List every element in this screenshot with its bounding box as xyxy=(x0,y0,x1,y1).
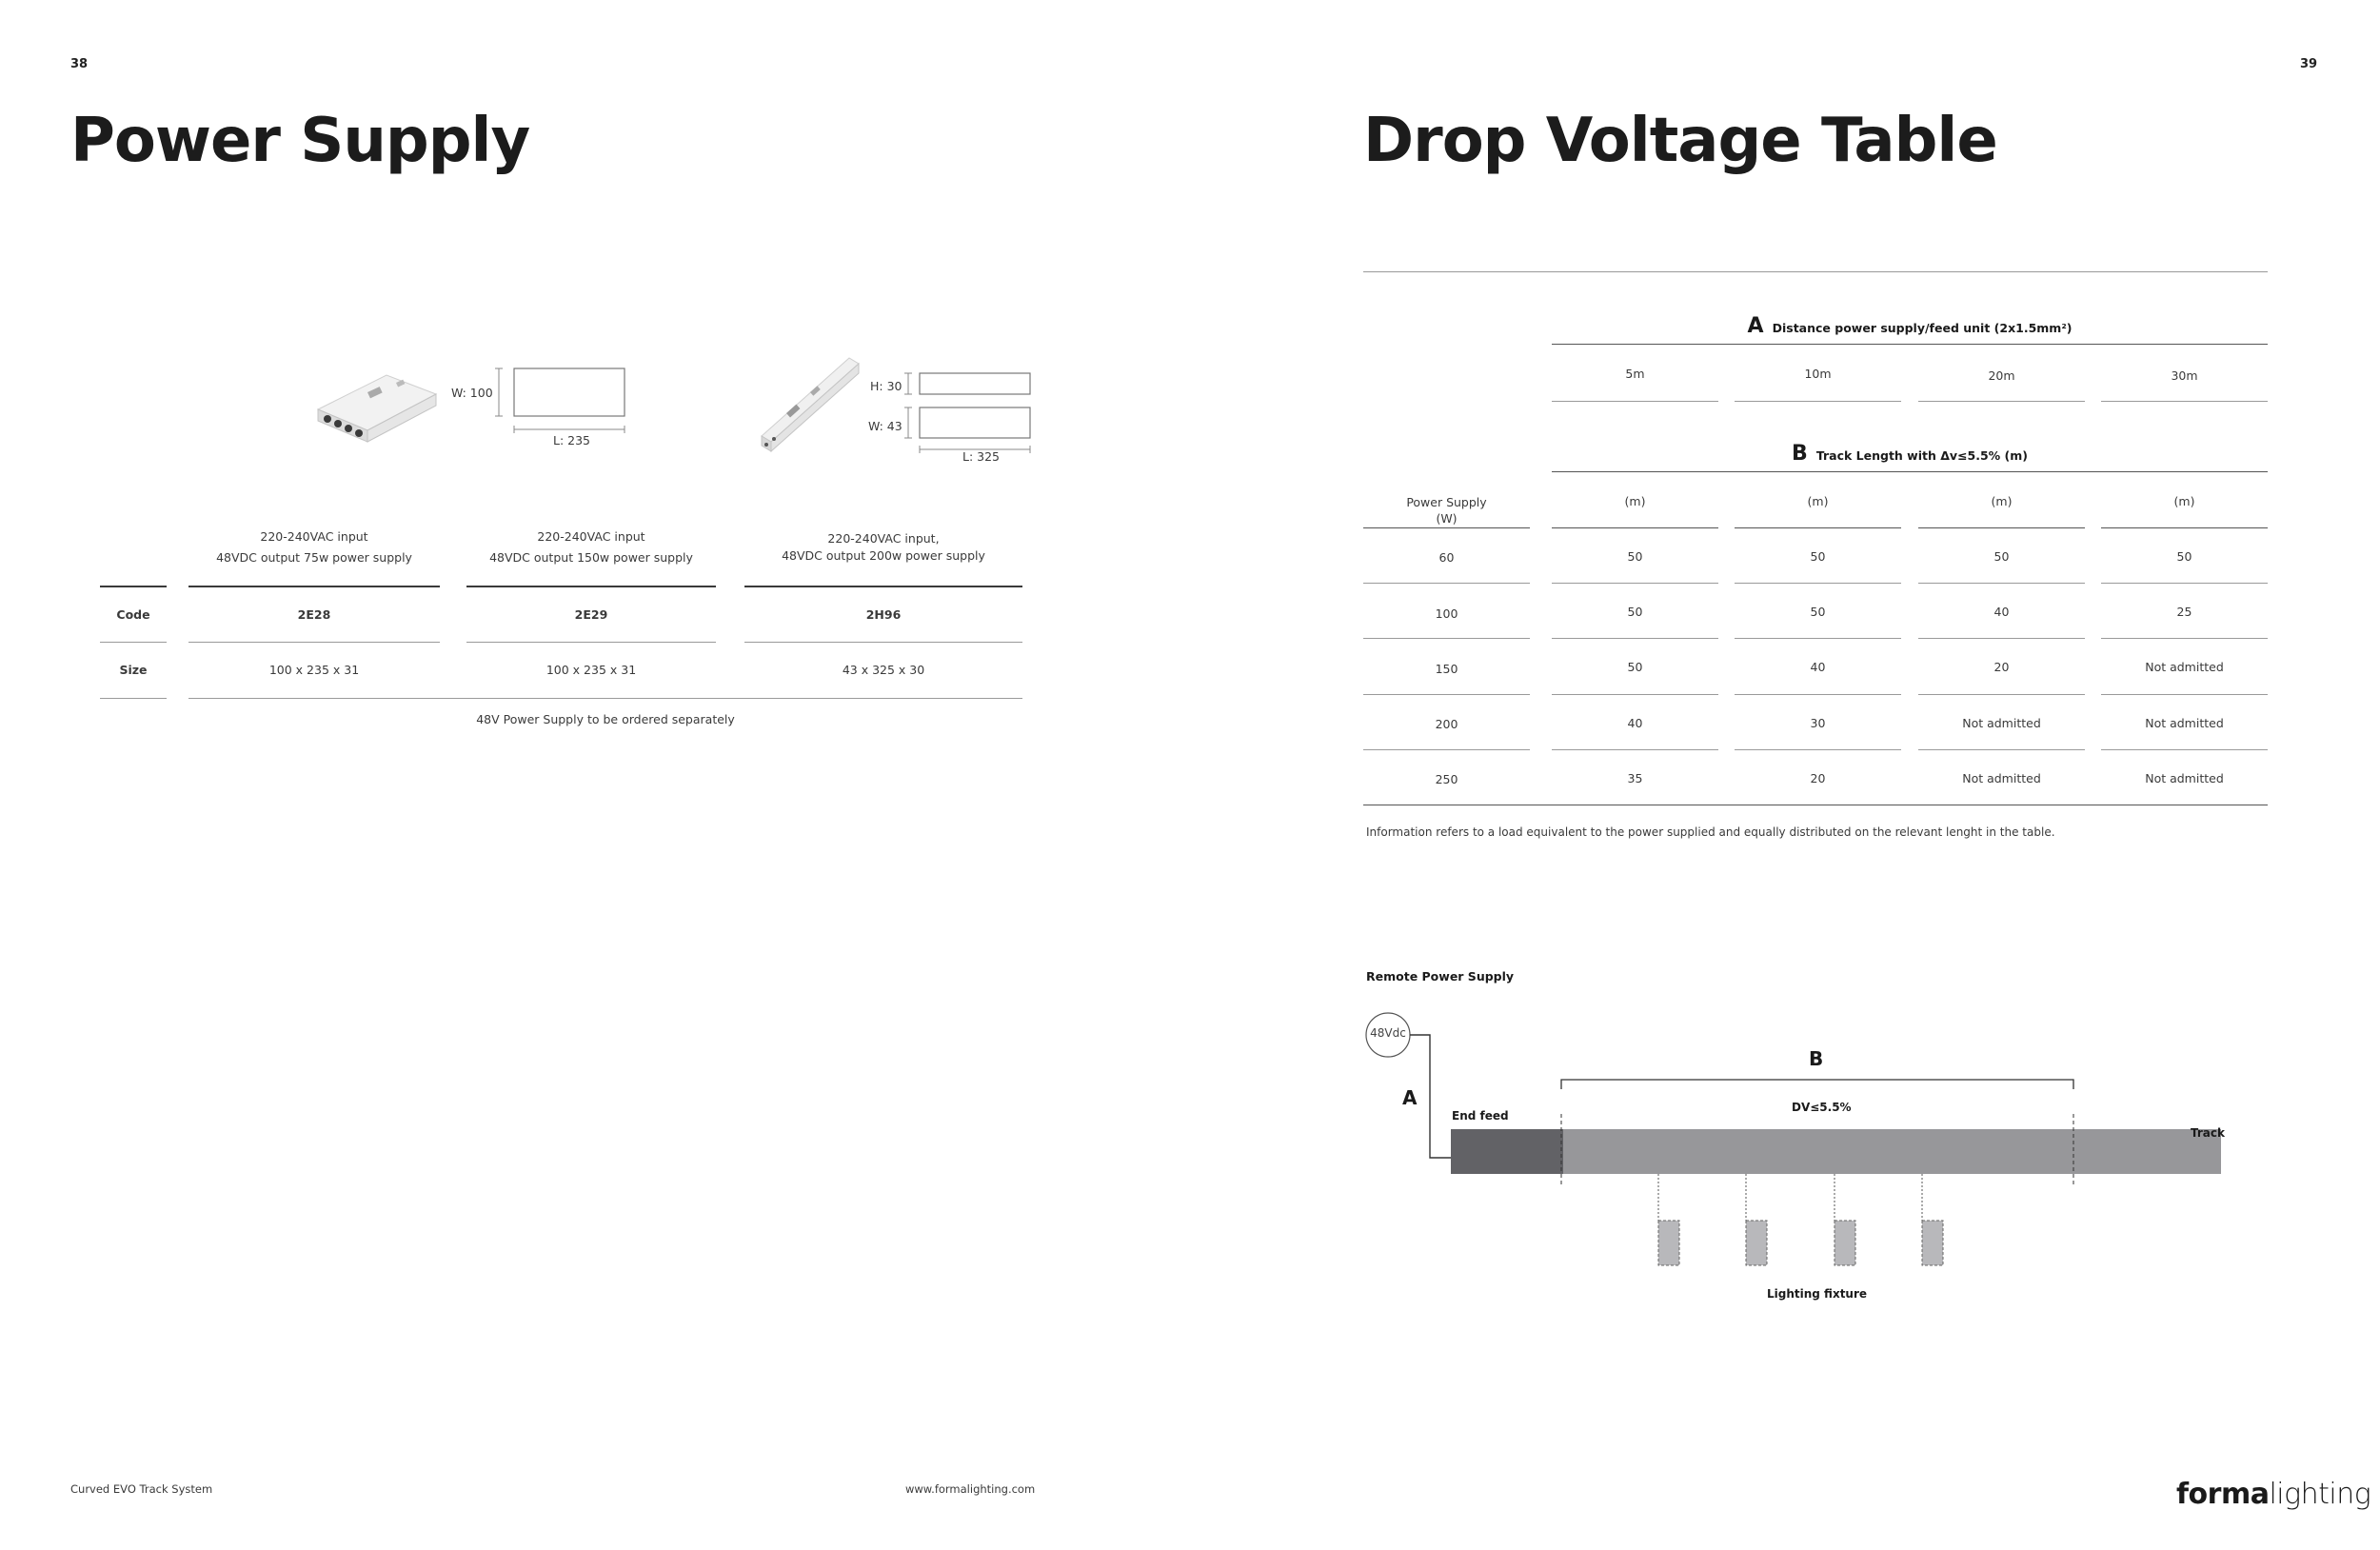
unit-header: (m) xyxy=(1991,494,2013,508)
row-60-10m: 50 xyxy=(1810,549,1826,564)
row-250-30m: Not admitted xyxy=(2145,771,2224,785)
table-rule xyxy=(1735,583,1901,584)
table-rule xyxy=(1735,694,1901,695)
dim-height-label: H: 30 xyxy=(870,379,902,393)
row-60-30m: 50 xyxy=(2176,549,2192,564)
distance-20m: 20m xyxy=(1988,368,2015,383)
dim-length-label: L: 235 xyxy=(553,433,591,447)
page-title-power-supply: Power Supply xyxy=(70,106,530,176)
table-rule xyxy=(1735,749,1901,750)
table-a-letter: A xyxy=(1747,314,1764,338)
table-rule xyxy=(2101,694,2268,695)
product-2-desc-line2: 48VDC output 150w power supply xyxy=(489,550,693,565)
voltage-label: 48Vdc xyxy=(1370,1026,1406,1040)
distance-5m: 5m xyxy=(1625,367,1645,381)
row-60-5m: 50 xyxy=(1627,549,1643,564)
page-number-left: 38 xyxy=(70,57,89,71)
row-150-20m: 20 xyxy=(1993,660,2010,674)
table-rule xyxy=(1918,527,2085,528)
order-note: 48V Power Supply to be ordered separately xyxy=(476,712,735,726)
table-rule xyxy=(188,642,440,643)
lighting-fixture-label: Lighting fixture xyxy=(1767,1287,1868,1301)
table-rule xyxy=(1735,638,1901,639)
diagram-label-b: B xyxy=(1809,1047,1824,1070)
table-rule xyxy=(1918,638,2085,639)
logo-light-part: lighting xyxy=(2269,1478,2371,1511)
row-100-watts: 100 xyxy=(1435,606,1458,621)
track-label: Track xyxy=(2191,1126,2225,1140)
product-2-size: 100 x 235 x 31 xyxy=(545,663,637,677)
product-3-desc-line2: 48VDC output 200w power supply xyxy=(782,548,985,563)
power-supply-200w-image xyxy=(758,354,863,459)
unit-header: (m) xyxy=(1807,494,1829,508)
section-divider xyxy=(1363,271,2268,272)
power-supply-75w-image xyxy=(310,354,444,449)
product-3-size: 43 x 325 x 30 xyxy=(842,663,925,677)
footer-website-link[interactable]: www.formalighting.com xyxy=(905,1482,1036,1496)
diagram-title: Remote Power Supply xyxy=(1366,969,1515,984)
unit-header: (m) xyxy=(1624,494,1646,508)
table-info-note: Information refers to a load equivalent to the power supplied and equally distributed on the relevant lenght in the table. xyxy=(1366,825,2055,839)
row-100-10m: 50 xyxy=(1810,605,1826,619)
table-rule xyxy=(744,586,1022,587)
lighting-fixtures xyxy=(1658,1174,1943,1265)
table-rule xyxy=(1735,527,1901,528)
lighting-fixture xyxy=(1746,1221,1767,1265)
lighting-fixture xyxy=(1835,1221,1855,1265)
dim-width-label-2: W: 43 xyxy=(868,419,902,433)
table-rule xyxy=(1363,527,1530,528)
diagram-label-a: A xyxy=(1402,1086,1418,1109)
row-60-20m: 50 xyxy=(1993,549,2010,564)
table-rule xyxy=(1918,583,2085,584)
page-number-right: 39 xyxy=(2300,57,2318,71)
row-label-code: Code xyxy=(116,607,150,622)
row-200-30m: Not admitted xyxy=(2145,716,2224,730)
table-b-header xyxy=(1552,442,2268,466)
row-250-20m: Not admitted xyxy=(1962,771,2041,785)
footer-doc-title: Curved EVO Track System xyxy=(70,1482,213,1496)
table-rule xyxy=(1552,344,2268,345)
product-2-code: 2E29 xyxy=(574,607,608,622)
end-feed-block xyxy=(1451,1129,1563,1174)
lighting-fixture xyxy=(1922,1221,1943,1265)
table-rule xyxy=(1363,694,1530,695)
distance-30m: 30m xyxy=(2171,368,2198,383)
distance-10m: 10m xyxy=(1804,367,1832,381)
remote-power-supply-diagram xyxy=(1352,1000,2247,1314)
page-title-drop-voltage: Drop Voltage Table xyxy=(1363,106,1997,176)
row-250-watts: 250 xyxy=(1435,772,1458,786)
row-100-5m: 50 xyxy=(1627,605,1643,619)
product-1-desc-line1: 220-240VAC input xyxy=(260,529,368,544)
table-b-caption: Track Length with Δv≤5.5% (m) xyxy=(1815,448,2029,463)
table-rule xyxy=(188,586,440,587)
b-bracket xyxy=(1561,1080,2073,1089)
table-rule xyxy=(1918,401,2085,402)
table-rule xyxy=(2101,401,2268,402)
product-3-code: 2H96 xyxy=(865,607,902,622)
lighting-fixture xyxy=(1658,1221,1679,1265)
row-250-10m: 20 xyxy=(1810,771,1826,785)
dim-width-label: W: 100 xyxy=(451,386,493,400)
end-feed-label: End feed xyxy=(1452,1109,1509,1123)
table-rule xyxy=(100,698,167,699)
row-100-30m: 25 xyxy=(2176,605,2192,619)
table-rule xyxy=(1363,583,1530,584)
track-bar xyxy=(1563,1129,2221,1174)
table-rule xyxy=(1735,401,1901,402)
dv-label: DV≤5.5% xyxy=(1792,1101,1852,1114)
row-60-watts: 60 xyxy=(1438,550,1455,565)
table-rule xyxy=(1363,638,1530,639)
table-rule xyxy=(188,698,1022,699)
table-rule xyxy=(1552,638,1718,639)
row-200-5m: 40 xyxy=(1627,716,1643,730)
product-1-size: 100 x 235 x 31 xyxy=(268,663,360,677)
forma-lighting-logo xyxy=(2176,1478,2370,1511)
row-100-20m: 40 xyxy=(1993,605,2010,619)
product-3-desc-line1: 220-240VAC input, xyxy=(827,531,940,546)
table-a-header xyxy=(1552,314,2268,338)
product-2-desc-line1: 220-240VAC input xyxy=(537,529,645,544)
table-rule xyxy=(100,586,167,587)
product-1-desc-line2: 48VDC output 75w power supply xyxy=(216,550,412,565)
row-150-10m: 40 xyxy=(1810,660,1826,674)
table-rule xyxy=(1552,471,2268,472)
table-rule xyxy=(1552,583,1718,584)
row-200-20m: Not admitted xyxy=(1962,716,2041,730)
power-supply-header-line1: Power Supply xyxy=(1406,495,1487,509)
dim-length-label-2: L: 325 xyxy=(962,449,1001,464)
row-150-5m: 50 xyxy=(1627,660,1643,674)
table-rule xyxy=(466,586,716,587)
table-rule xyxy=(1552,527,1718,528)
table-rule xyxy=(744,642,1022,643)
table-rule xyxy=(1363,749,1530,750)
table-rule xyxy=(2101,749,2268,750)
table-rule xyxy=(2101,638,2268,639)
power-supply-header-line2: (W) xyxy=(1436,511,1458,526)
table-rule xyxy=(2101,583,2268,584)
table-a-caption: Distance power supply/feed unit (2x1.5mm²) xyxy=(1772,321,2073,335)
row-250-5m: 35 xyxy=(1627,771,1643,785)
row-200-watts: 200 xyxy=(1435,717,1458,731)
row-150-watts: 150 xyxy=(1435,662,1458,676)
table-rule xyxy=(1918,749,2085,750)
logo-bold-part: forma xyxy=(2176,1478,2270,1511)
product-1-code: 2E28 xyxy=(297,607,331,622)
table-rule xyxy=(100,642,167,643)
table-rule xyxy=(1552,401,1718,402)
table-rule xyxy=(2101,527,2268,528)
row-label-size: Size xyxy=(119,663,148,677)
unit-header: (m) xyxy=(2173,494,2195,508)
table-b-letter: B xyxy=(1791,442,1808,466)
table-rule xyxy=(1552,749,1718,750)
table-rule xyxy=(1552,694,1718,695)
row-150-30m: Not admitted xyxy=(2145,660,2224,674)
row-200-10m: 30 xyxy=(1810,716,1826,730)
table-rule xyxy=(1918,694,2085,695)
table-rule xyxy=(466,642,716,643)
